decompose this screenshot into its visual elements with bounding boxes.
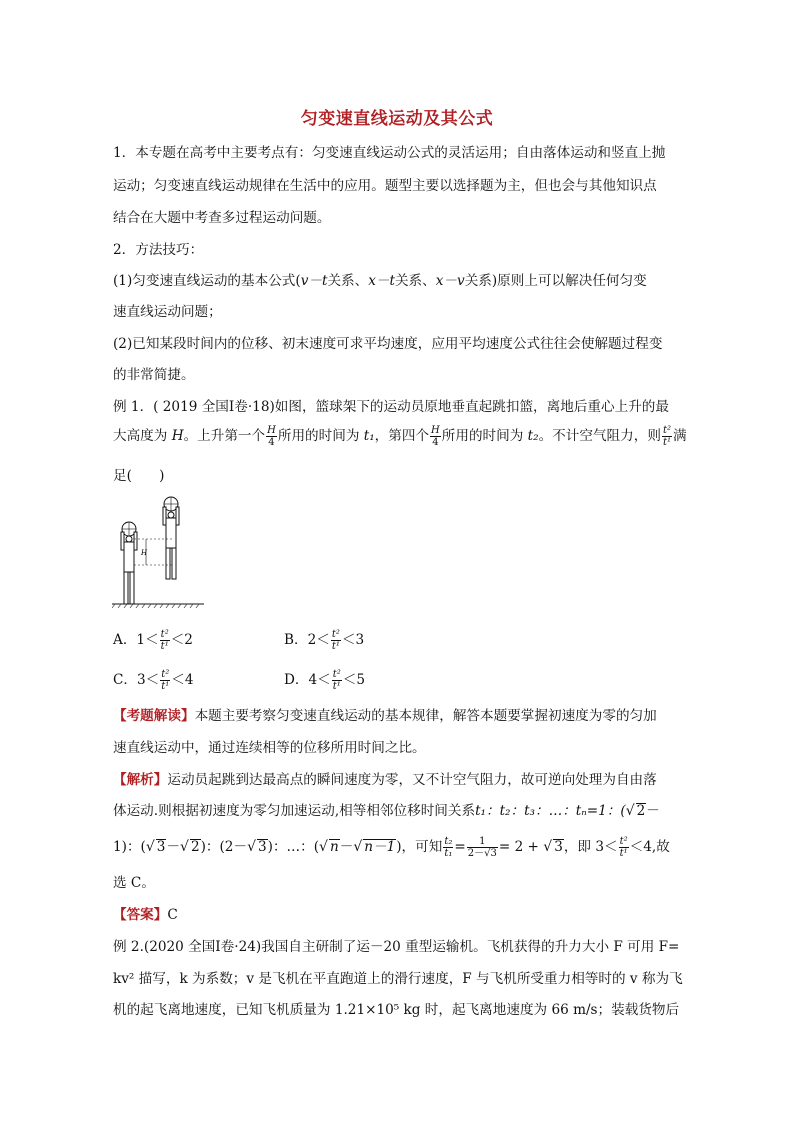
option-d[interactable]: D．4＜ $\frac{\text{t²}}{\text{t¹}}$ ＜5 (284, 669, 366, 692)
method-2-line-1: (2)已知某段时间内的位移、初末速度可求平均速度，应用平均速度公式往往会使解题过程变 (113, 336, 663, 352)
standing-player (121, 522, 137, 604)
fraction-h-over-4: $\frac{H}{4}$ (431, 425, 440, 448)
analysis-tag: 【考题解读】 (113, 708, 195, 724)
solution-line-1: 【解析】运动员起跳到达最高点的瞬间速度为零，又不计空气阻力，故可逆向处理为自由落 (113, 772, 657, 788)
fraction-t-ratio: $\frac{\text{t²}}{\text{t¹}}$ (662, 425, 671, 448)
option-b[interactable]: B．2＜ $\frac{\text{t²}}{\text{t¹}}$ ＜3 (284, 629, 365, 652)
solution-tag: 【解析】 (113, 772, 168, 788)
option-c[interactable]: C．3＜ $\frac{\text{t²}}{\text{t¹}}$ ＜4 (113, 669, 194, 692)
example-2-line-3: 机的起飞离地速度，已知飞机质量为 1.21×10⁵ kg 时，起飞离地速度为 66 m/s；装载货物后 (113, 1002, 680, 1018)
example-1-heading: 例 1．( 2019 全国Ⅰ卷·18)如图，篮球架下的运动员原地垂直起跳扣篮，离地后重心上升的最 (113, 399, 669, 415)
fraction-t-ratio: $\frac{\text{t²}}{\text{t¹}}$ (619, 836, 628, 859)
option-a[interactable]: A．1＜ $\frac{\text{t²}}{\text{t¹}}$ ＜2 (113, 629, 193, 652)
fraction-t-ratio: $\frac{\text{t²}}{\text{t¹}}$ (160, 629, 169, 652)
analysis-line-2: 速直线运动中，通过连续相等的位移所用时间之比。 (113, 740, 426, 756)
fraction-t-ratio: $\frac{\text{t²}}{\text{t¹}}$ (332, 669, 341, 692)
answer-line (113, 905, 178, 925)
fraction-one-over: $\frac{1}{2-√3}$ (467, 836, 497, 859)
fraction-h-over-4: $\frac{H}{4}$ (267, 425, 276, 448)
height-label: H (141, 549, 148, 557)
fraction-t-ratio: $\frac{\text{t²}}{\text{t¹}}$ (161, 669, 170, 692)
basketball-jump-figure (112, 496, 212, 608)
fraction-t2-t1: $\frac{\text{t₂}}{\text{t₁}}$ (444, 836, 453, 859)
method-1-line-1: (1)匀变速直线运动的基本公式(v－t关系、x－t关系、x－v关系)原则上可以解决任何匀变 (113, 273, 647, 289)
jumping-player (163, 497, 179, 579)
intro-line-1: 1．本专题在高考中主要考点有：匀变速直线运动公式的灵活运用；自由落体运动和竖直上抛 (113, 145, 666, 161)
example-2-line-1: 例 2.(2020 全国Ⅰ卷·24)我国自主研制了运－20 重型运输机。飞机获得的升力大小 F 可用 F= (113, 939, 680, 955)
fraction-t-ratio: $\frac{\text{t²}}{\text{t¹}}$ (331, 629, 340, 652)
solution-line-4: 选 C。 (113, 875, 155, 891)
page-title: 匀变速直线运动及其公式 (300, 109, 494, 129)
example-1-line-2: 大高度为 H。上升第一个 $\frac{H}{4}$ 所用的时间为 t₁，第四个 $\frac{H}{4}$ 所用的时间为 t₂。不计空气阻力，则 $\frac{\text{t²}}{\text{t¹}}$ 满 (113, 425, 687, 448)
intro-line-4: 2．方法技巧： (113, 242, 204, 258)
method-1-line-2: 速直线运动问题； (113, 304, 222, 320)
answer-value: C (167, 907, 178, 923)
example-1-line-3: 足( ) (113, 468, 165, 484)
solution-line-2: 体运动.则根据初速度为零匀加速运动,相等相邻位移时间关系t₁：t₂：t₃：…：tₙ=1：(√ 2－ (113, 803, 660, 819)
intro-line-2: 运动；匀变速直线运动规律在生活中的应用。题型主要以选择题为主，但也会与其他知识点 (113, 178, 657, 194)
solution-line-3: 1)：(√ 3－√ 2)：(2－√ 3)：…：(√ n－√ n－1)，可知 $\frac{\text{t₂}}{\text{t₁}}$ = $\frac{1}{2-√3}$ = 2 + √ 3，即 3＜ $\frac{\text{t²}}{\text{t¹}}$ ＜4,故 (113, 836, 670, 859)
analysis-line-1: 【考题解读】本题主要考察匀变速直线运动的基本规律，解答本题要掌握初速度为零的匀加 (113, 708, 657, 724)
intro-line-3: 结合在大题中考查多过程运动问题。 (113, 210, 331, 226)
example-2-line-2: kv² 描写，k 为系数；v 是飞机在平直跑道上的滑行速度，F 与飞机所受重力相等时的 v 称为飞 (113, 971, 683, 987)
method-2-line-2: 的非常简捷。 (113, 367, 195, 383)
answer-tag: 【答案】 (113, 907, 168, 923)
